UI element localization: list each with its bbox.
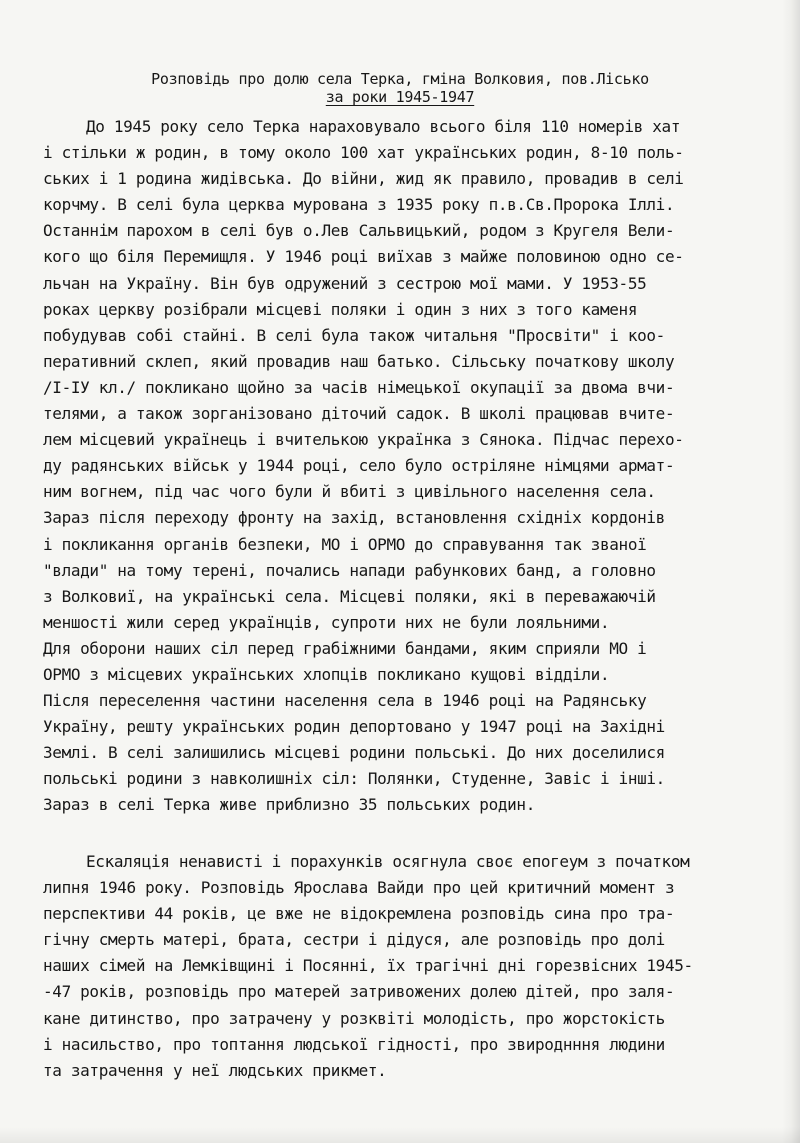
scan-edge-shadow [782, 0, 800, 1143]
paragraph-2-line-7: кане дитинство, про затрачену у розквіті молодість, про жорстокість [43, 1008, 665, 1028]
paragraph-1-line-4: корчму. В селі була церква мурована з 1935 року п.в.Св.Пророка Іллі. [43, 195, 675, 215]
paragraph-1-line-22: ОРМО з місцевих українських хлопців покликано кущові відділи. [43, 664, 610, 684]
paragraph-1-line-9: побудував собі стайні. В селі була також читальня "Просвіти" і коо- [43, 325, 665, 345]
paragraph-1-line-11: /І-ІУ кл./ покликано щойно за часів німецької окупації за двома вчи- [43, 377, 675, 397]
paragraph-1-line-26: польські родини з навколишніх сіл: Полянки, Студенне, Завіс і інші. [43, 769, 665, 789]
paragraph-1-line-13: лем місцевий українець і вчителькою українка з Сянока. Підчас перехо- [43, 430, 684, 450]
paragraph-1-line-6: кого що біля Перемищля. У 1946 році виїхав з майже половиною одно се- [43, 247, 684, 267]
paragraph-2-line-6: -47 років, розповідь про матерей затривожених долею дітей, про заля- [43, 982, 675, 1002]
paragraph-1-line-10: перативний склеп, який провадив наш батько. Сільську початкову школу [43, 351, 675, 371]
paragraph-1-line-1: До 1945 року село Терка нараховувало всього біля 110 номерів хат [86, 117, 681, 136]
paragraph-2-line-3: перспективи 44 років, це вже не відокремлена розповідь сина про тра- [43, 904, 675, 924]
paragraph-1-line-2: і стільки ж родин, в тому около 100 хат українських родин, 8-10 поль- [43, 143, 684, 163]
title-line-1: Розповідь про долю села Терка, гміна Волковия, пов.Лісько [151, 70, 649, 88]
paragraph-1-line-5: Останнім парохом в селі був о.Лев Сальвицький, родом з Кругеля Вели- [43, 221, 675, 241]
paragraph-2 [43, 849, 783, 1084]
paragraph-1-line-14: ду радянських військ у 1944 році, село було остріляне німцями армат- [43, 456, 675, 476]
paragraph-1-line-16: Зараз після переходу фронту на захід, встановлення східніх кордонів [43, 508, 665, 528]
paragraph-1-line-24: Україну, решту українських родин депортовано у 1947 році на Західні [43, 717, 665, 737]
paragraph-2-line-8: і насильство, про топтання людської гідності, про звироднння людини [43, 1034, 665, 1054]
document-title [0, 70, 800, 106]
paragraph-1-line-18: "влади" на тому терені, почались напади рабункових банд, а головно [43, 560, 656, 580]
paragraph-1 [43, 114, 783, 819]
paragraph-1-line-8: роках церкву розібрали місцеві поляки і один з них з того каменя [43, 299, 638, 319]
paragraph-1-line-20: меншості жили серед українців, супроти них не були лояльними. [43, 612, 610, 632]
paragraph-1-line-3: ських і 1 родина жидівська. До війни, жид як правило, провадив в селі [43, 169, 684, 189]
paragraph-2-line-1: Ескаляція ненависті і порахунків осягнула своє епогеум з початком [86, 852, 690, 871]
paragraph-1-line-7: льчан на Україну. Він був одружений з сестрою мої мами. У 1953-55 [43, 273, 647, 293]
paragraph-2-line-5: наших сімей на Лемківщині і Посянні, їх трагічні дні горезвісних 1945- [43, 956, 693, 976]
paragraph-2-line-4: гічну смерть матері, брата, сестри і дідуся, але розповідь про долі [43, 930, 665, 950]
paragraph-1-line-15: ним вогнем, під час чого були й вбиті з цивільного населення села. [43, 482, 656, 502]
paragraph-1-line-12: телями, а також зорганізовано діточий садок. В школі працював вчите- [43, 404, 675, 424]
paragraph-1-line-19: з Волковиї, на українські села. Місцеві поляки, які в переважаючій [43, 586, 656, 606]
title-line-2 [0, 88, 800, 106]
scan-bottom-shadow [0, 1127, 800, 1143]
paragraph-1-line-21: Для оборони наших сіл перед грабіжними бандами, яким сприяли МО і [43, 638, 647, 658]
paragraph-2-line-9: та затрачення у неї людських прикмет. [43, 1060, 387, 1080]
paragraph-1-line-27: Зараз в селі Терка живе приблизно 35 польських родин. [43, 795, 535, 815]
paragraph-1-line-17: і покликання органів безпеки, МО і ОРМО до справування так званої [43, 534, 647, 554]
paragraph-1-line-25: Землі. В селі залишились місцеві родини польські. До них доселилися [43, 743, 665, 763]
title-line-2-underlined: за роки 1945-1947 [325, 88, 475, 106]
paragraph-2-line-2: липня 1946 року. Розповідь Ярослава Вайди про цей критичний момент з [43, 878, 675, 898]
paragraph-1-line-23: Після переселення частини населення села в 1946 році на Радянську [43, 691, 647, 711]
